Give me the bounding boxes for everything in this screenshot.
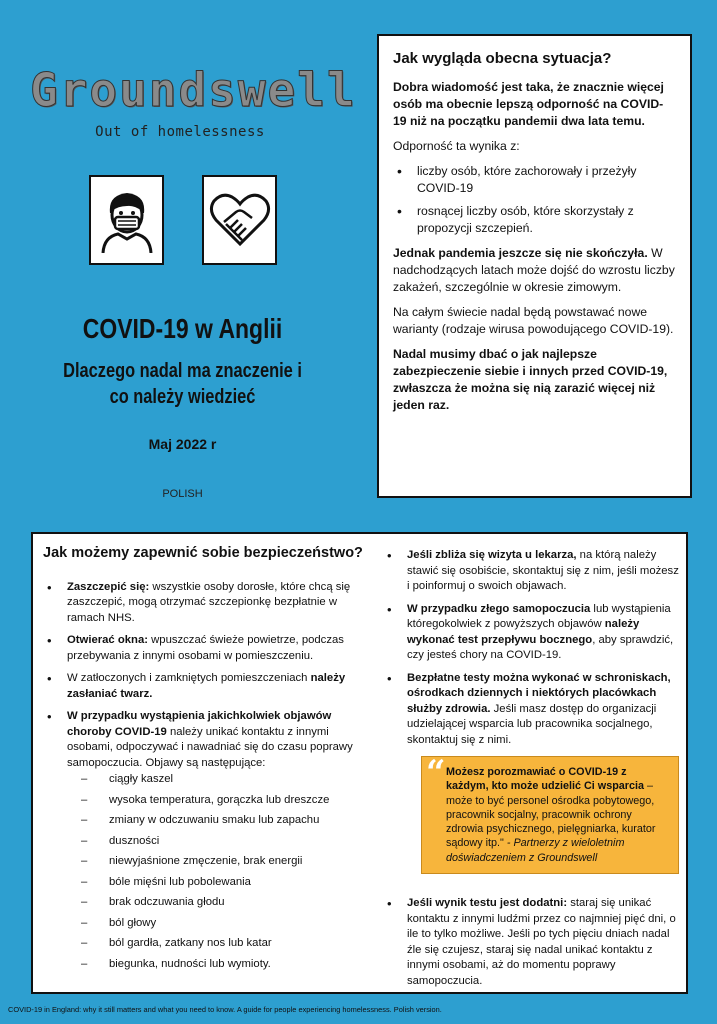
vaccinate-text: wszystkie osoby dorosłe, które chcą się zaszczepić, mogą otrzymać szczepionkę bezpłatnie w ramach NHS. (67, 580, 351, 624)
symptoms-text: należy unikać kontaktu z innymi osobami, odpoczywać i nawadniać się do czasu poprawy samopoczucia. Objawy są następujące: (67, 725, 353, 769)
symptom-item: – ciągły kaszel (67, 772, 363, 788)
symptoms-bold: W przypadku wystąpienia jakichkolwiek objawów choroby COVID-19 (67, 710, 332, 738)
safety-right-column (383, 548, 681, 996)
symptom-item: – niewyjaśnione zmęczenie, brak energii (67, 854, 363, 870)
mask-icon-box (89, 175, 164, 265)
quote-bold: Możesz porozmawiać o COVID-19 z każdym, kto może udzielić Ci wsparcia (446, 766, 645, 793)
list-item (383, 896, 681, 989)
tests-text: Jeśli masz dostęp do organizacji udzielającej wsparcia lub pracownika socjalnego, skontaktuj się z nimi. (407, 702, 657, 746)
safety-box (31, 532, 688, 994)
mask-bold: należy zasłaniać twarz. (67, 672, 346, 700)
document-title (25, 312, 340, 410)
positive-text: staraj się unikać kontaktu z innymi ludźmi przez co najmniej pięć dni, o ile to tylko możliwe. Jeśli po tych pięciu dniach nadal źle się czujesz, staraj się nadal unikać kontaktu z innymi osobami, aż do momentu poprawy samopoczucia. (407, 897, 676, 987)
windows-bold: Otwierać okna: (67, 634, 148, 646)
pandemic-bold: Jednak pandemia jeszcze się nie skończyła. (393, 246, 648, 260)
list-item: • liczby osób, które zachorowały i przeżyły COVID-19 (393, 163, 676, 197)
symptom-item: – biegunka, nudności lub wymioty. (67, 957, 363, 973)
heart-icon-box (202, 175, 277, 265)
symptom-item: – zmiany w odczuwaniu smaku lub zapachu (67, 813, 363, 829)
positive-bold: Jeśli wynik testu jest dodatni: (407, 897, 568, 910)
situation-heading: Jak wygląda obecna sytuacja? (393, 50, 612, 67)
symptom-item: – duszności (67, 834, 363, 850)
unwell-text-2: , aby sprawdzić, czy jesteś chory na COVID-19. (407, 633, 674, 661)
symptom-item: – brak odczuwania głodu (67, 895, 363, 911)
main-title: COVID-19 w Anglii (82, 313, 283, 344)
situation-intro (393, 79, 676, 130)
safety-left-column (43, 546, 363, 979)
windows-text: wpuszczać świeże powietrze, podczas przebywania z innymi osobami w pomieszczeniu. (67, 634, 344, 662)
symptom-item: – ból gardła, zatkany nos lub katar (67, 936, 363, 952)
unwell-bold-2: należy wykonać test przepływu bocznego (407, 618, 640, 646)
symptom-item: – wysoka temperatura, gorączka lub dreszcze (67, 793, 363, 809)
language-label: POLISH (162, 488, 203, 500)
positive-test-list (383, 896, 681, 989)
doctor-text: na którą należy stawić się osobiście, skontaktuj się z nim, jeśli możesz i poinformuj o swoich objawach. (407, 549, 679, 592)
unwell-bold-1: W przypadku złego samopoczucia (407, 602, 591, 615)
pandemic-text: W nadchodzących latach może dojść do wzrostu liczby zakażeń, szczególnie w okresie zimowym. (393, 246, 675, 294)
safety-list (43, 580, 363, 973)
immunity-list (393, 163, 676, 237)
subtitle-line-2: co należy wiedzieć (109, 386, 256, 408)
variants-paragraph: Na całym świecie nadal będą powstawać nowe warianty (rodzaje wirusa powodującego COVID-19). (393, 305, 674, 336)
quote-wrapper (383, 753, 681, 874)
list-item (43, 633, 363, 664)
symptom-item: – bóle mięśni lub pobolewania (67, 875, 363, 891)
vaccinate-bold: Zaszczepić się: (67, 580, 150, 593)
heart-handshake-icon (208, 190, 272, 250)
mask-text: W zatłoczonych i zamkniętych pomieszczeniach (67, 672, 311, 684)
subtitle-line-1: Dlaczego nadal ma znaczenie i (63, 360, 302, 382)
closing-bold: Nadal musimy dbać o jak najlepsze zabezpieczenie siebie i innych przed COVID-19, zwłaszcza że można się nią zarazić więcej niż jeden raz. (393, 347, 668, 412)
closing-paragraph (393, 346, 676, 414)
list-item (43, 671, 363, 702)
quote-box (421, 753, 679, 874)
quote-text: – może to być personel ośrodka pobytowego, pracownik socjalny, pracownik ochrony zdrowia psychicznego, pielęgniarka, kurator sądowy itp." (446, 780, 656, 850)
quote-mark-icon: “ (426, 753, 446, 793)
list-item (43, 709, 363, 972)
situation-intro-bold: Dobra wiadomość jest taka, że znacznie więcej osób ma obecnie lepszą odporność na COVID-19 niż na początku pandemii dwa lata temu. (393, 80, 664, 128)
subtitle (53, 358, 311, 410)
tests-bold: Bezpłatne testy można wykonać w schroniskach, ośrodkach dziennych i niektórych placówkach służby zdrowia. (407, 671, 671, 715)
publication-date: Maj 2022 r (148, 436, 217, 452)
logo-subtitle: Out of homelessness (95, 124, 265, 140)
symptom-item: – ból głowy (67, 916, 363, 932)
list-item (383, 671, 681, 749)
groundswell-logo (30, 62, 357, 140)
list-item (383, 602, 681, 664)
footer-text: COVID-19 in England: why it still matters and what you need to know. A guide for people experiencing homelessness. Polish version. (8, 1005, 442, 1014)
safety-list-continued (383, 548, 681, 748)
current-situation-box (377, 34, 692, 498)
safety-heading: Jak możemy zapewnić sobie bezpieczeństwo? (43, 545, 363, 561)
doctor-bold: Jeśli zbliża się wizyta u lekarza, (407, 549, 577, 561)
pandemic-paragraph (393, 245, 676, 296)
list-item (43, 580, 363, 627)
quote-attribution: - Partnerzy z wieloletnim doświadczeniem z Groundswell (446, 837, 625, 864)
symptoms-list (67, 772, 363, 972)
list-item: • rosnącej liczby osób, które skorzystały z propozycji szczepień. (393, 203, 676, 237)
immunity-intro: Odporność ta wynika z: (393, 139, 520, 153)
list-item (383, 548, 681, 595)
unwell-text-1: lub wystąpienia któregokolwiek z powyższych objawów (407, 602, 671, 630)
logo-title: Groundswell (30, 63, 357, 117)
person-with-mask-icon (98, 187, 156, 253)
